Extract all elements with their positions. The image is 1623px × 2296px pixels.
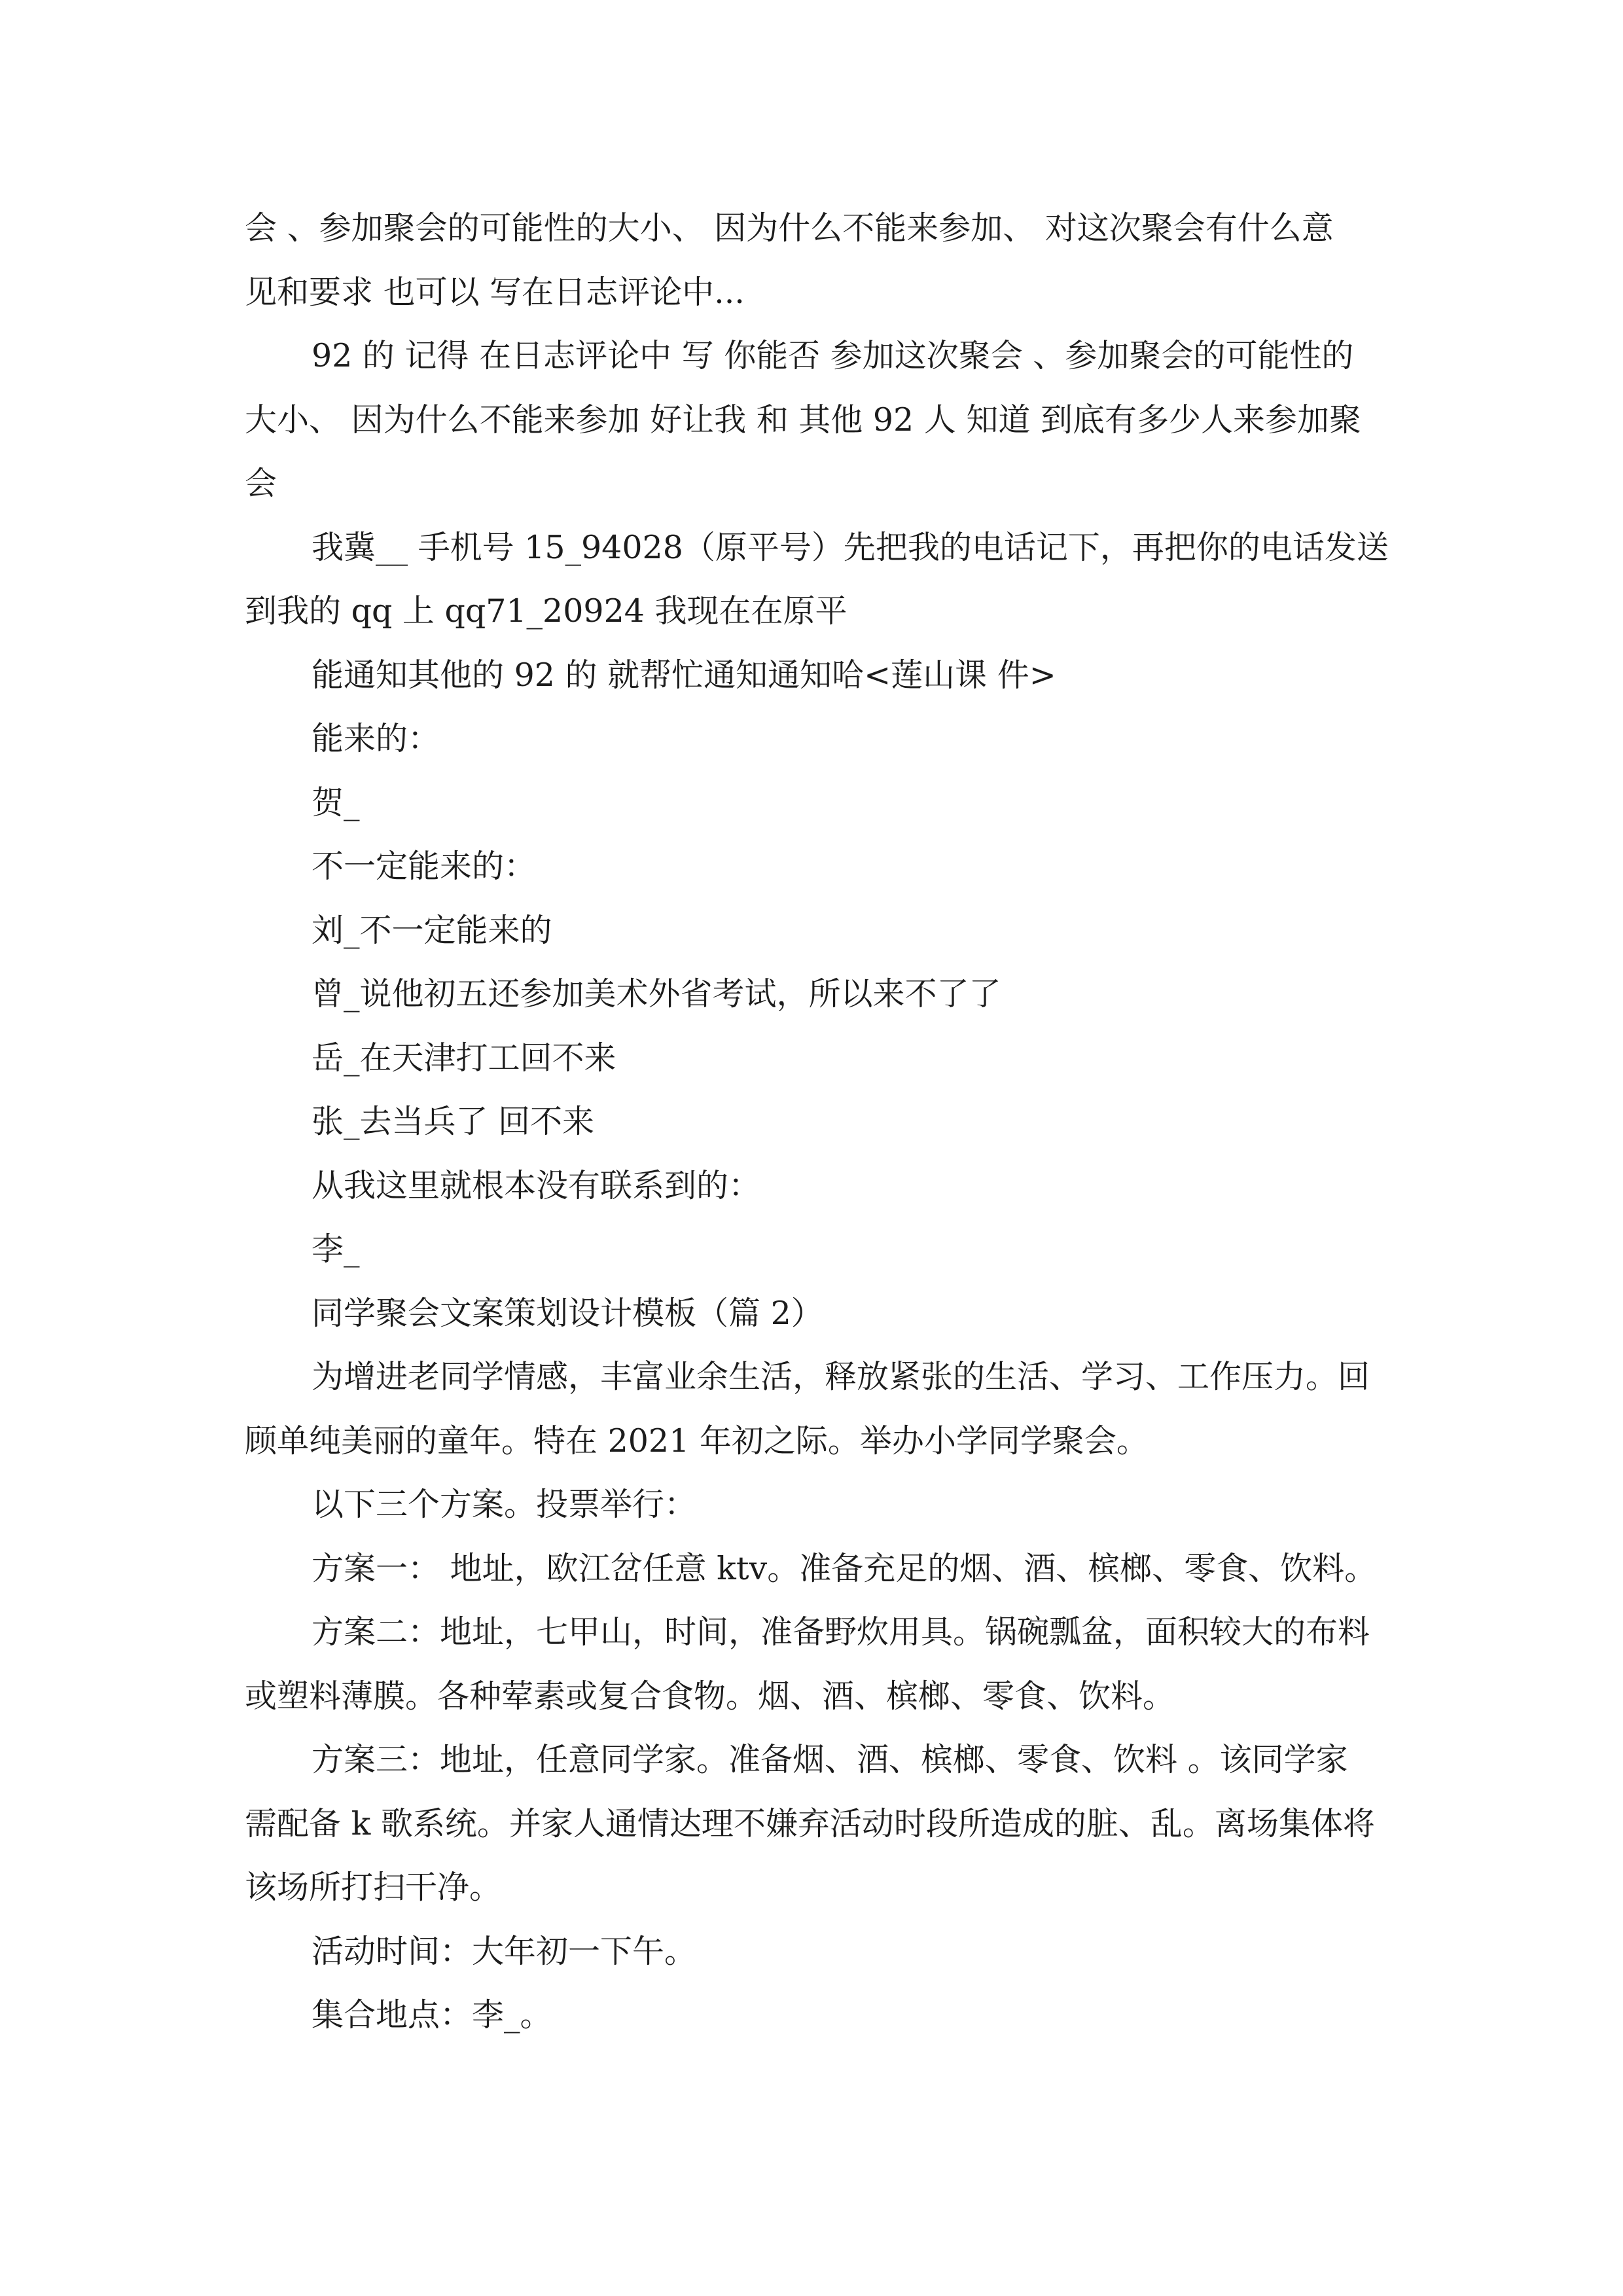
text-line: 或塑料薄膜。各种荤素或复合食物。烟、酒、槟榔、零食、饮料。 <box>245 1677 1175 1715</box>
section-heading: 同学聚会文案策划设计模板（篇 2） <box>312 1294 823 1332</box>
text-line: 会 、参加聚会的可能性的大小、 因为什么不能来参加、 对这次聚会有什么意 <box>245 209 1334 247</box>
text-line: 曾_说他初五还参加美术外省考试，所以来不了了 <box>312 975 1001 1013</box>
text-line: 刘_不一定能来的 <box>312 911 552 949</box>
text-line: 岳_在天津打工回不来 <box>312 1039 616 1077</box>
text-line: 不一定能来的： <box>312 848 537 885</box>
document-body <box>245 196 1389 2047</box>
text-line: 以下三个方案。投票举行： <box>312 1486 697 1523</box>
text-line: 能来的： <box>312 720 440 757</box>
text-line: 张_去当兵了 回不来 <box>312 1103 595 1140</box>
text-line: 该场所打扫干净。 <box>245 1869 502 1906</box>
text-line: 方案一： 地址，欧江岔任意 ktv。准备充足的烟、酒、槟榔、零食、饮料。 <box>312 1549 1377 1587</box>
text-line: 集合地点：李_。 <box>312 1996 552 2034</box>
text-line: 会 <box>245 465 277 502</box>
text-line: 见和要求 也可以 写在日志评论中... <box>245 273 745 311</box>
text-line: 需配备 k 歌系统。并家人通情达理不嫌弃活动时段所造成的脏、乱。离场集体将 <box>245 1804 1375 1842</box>
text-line: 贺_ <box>312 783 360 821</box>
text-line: 能通知其他的 92 的 就帮忙通知通知哈<莲山课 件> <box>312 656 1056 694</box>
text-line: 活动时间：大年初一下午。 <box>312 1932 697 1970</box>
text-line: 从我这里就根本没有联系到的： <box>312 1166 761 1204</box>
text-line: 到我的 qq 上 qq71_20924 我现在在原平 <box>245 592 847 630</box>
text-line: 方案二：地址，七甲山，时间，准备野炊用具。锅碗瓢盆，面积较大的布料 <box>312 1613 1370 1651</box>
text-line: 李_ <box>312 1230 360 1268</box>
text-line: 92 的 记得 在日志评论中 写 你能否 参加这次聚会 、参加聚会的可能性的 <box>312 337 1354 374</box>
text-line: 为增进老同学情感，丰富业余生活，释放紧张的生活、学习、工作压力。回 <box>312 1358 1370 1395</box>
text-line: 方案三：地址，任意同学家。准备烟、酒、槟榔、零食、饮料 。该同学家 <box>312 1741 1348 1778</box>
text-line: 大小、 因为什么不能来参加 好让我 和 其他 92 人 知道 到底有多少人来参加聚 <box>245 401 1361 439</box>
text-line: 我冀__ 手机号 15_94028（原平号）先把我的电话记下，再把你的电话发送 <box>312 528 1389 566</box>
text-line: 顾单纯美丽的童年。特在 2021 年初之际。举办小学同学聚会。 <box>245 1422 1149 1460</box>
